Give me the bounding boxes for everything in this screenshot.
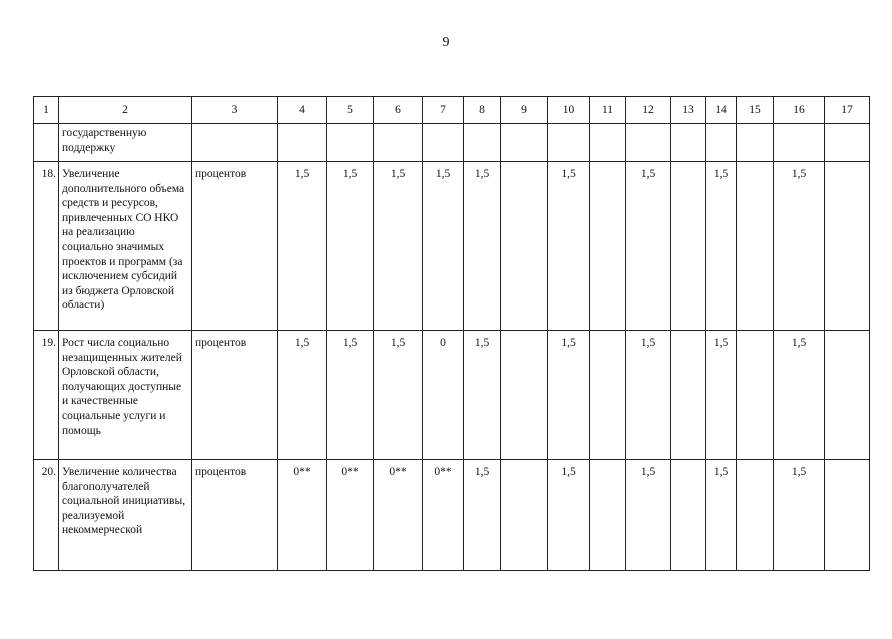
value-cell [825,124,870,162]
value-cell: 0** [423,460,464,571]
column-header: 14 [706,97,737,124]
row-number-cell: 20. [34,460,59,571]
table-row [34,460,870,571]
column-header: 1 [34,97,59,124]
column-header: 17 [825,97,870,124]
value-cell [501,331,548,460]
value-cell [671,460,706,571]
value-cell [706,124,737,162]
column-header: 11 [590,97,626,124]
value-cell [374,124,423,162]
value-cell: 1,5 [548,162,590,331]
column-header: 8 [464,97,501,124]
value-cell [327,124,374,162]
value-cell [590,162,626,331]
value-cell: 1,5 [374,331,423,460]
value-cell: 1,5 [706,460,737,571]
value-cell [501,460,548,571]
table-row [34,331,870,460]
value-cell: 1,5 [327,162,374,331]
column-header: 6 [374,97,423,124]
value-cell: 0** [374,460,423,571]
page-number: 9 [442,35,450,50]
header-row [34,97,870,124]
value-cell: 1,5 [423,162,464,331]
column-header: 15 [737,97,774,124]
value-cell [501,124,548,162]
value-cell [737,124,774,162]
value-cell: 1,5 [706,162,737,331]
value-cell: 1,5 [774,162,825,331]
value-cell [501,162,548,331]
column-header: 3 [192,97,278,124]
value-cell: 0** [278,460,327,571]
value-cell: 1,5 [548,331,590,460]
value-cell [671,331,706,460]
value-cell [590,460,626,571]
indicator-name-cell: государственную поддержку [59,124,192,162]
value-cell [825,331,870,460]
unit-cell: процентов [192,162,278,331]
value-cell [590,331,626,460]
indicator-name-cell: Увеличение количества благополучателей социальной инициативы, реализуемой некоммерческой [59,460,192,571]
value-cell: 1,5 [327,331,374,460]
value-cell: 1,5 [548,460,590,571]
value-cell [737,331,774,460]
value-cell [737,460,774,571]
value-cell [278,124,327,162]
value-cell: 1,5 [626,162,671,331]
column-header: 10 [548,97,590,124]
value-cell: 0 [423,331,464,460]
value-cell: 1,5 [464,331,501,460]
value-cell: 1,5 [374,162,423,331]
value-cell: 1,5 [278,331,327,460]
unit-cell: процентов [192,331,278,460]
row-number-cell: 18. [34,162,59,331]
unit-cell: процентов [192,460,278,571]
column-header: 5 [327,97,374,124]
value-cell [737,162,774,331]
value-cell: 1,5 [774,460,825,571]
indicator-name-cell: Рост числа социально незащищенных жителей Орловской области, получающих доступные и качественные социальные услуги и помощь [59,331,192,460]
value-cell [423,124,464,162]
value-cell [825,162,870,331]
column-header: 7 [423,97,464,124]
value-cell [671,162,706,331]
value-cell: 1,5 [626,460,671,571]
value-cell: 1,5 [706,331,737,460]
value-cell [774,124,825,162]
unit-cell [192,124,278,162]
value-cell: 0** [327,460,374,571]
continuation-row [34,124,870,162]
column-header: 4 [278,97,327,124]
value-cell: 1,5 [464,460,501,571]
value-cell: 1,5 [626,331,671,460]
value-cell: 1,5 [464,162,501,331]
column-header: 9 [501,97,548,124]
value-cell [626,124,671,162]
value-cell [671,124,706,162]
value-cell [590,124,626,162]
value-cell [548,124,590,162]
column-header: 16 [774,97,825,124]
indicators-table [33,96,870,571]
value-cell [464,124,501,162]
value-cell: 1,5 [278,162,327,331]
column-header: 2 [59,97,192,124]
value-cell: 1,5 [774,331,825,460]
row-number-cell [34,124,59,162]
row-number-cell: 19. [34,331,59,460]
column-header: 13 [671,97,706,124]
indicator-name-cell: Увеличение дополнительного объема средств и ресурсов, привлеченных СО НКО на реализацию социально значимых проектов и программ (за исключением субсидий из бюджета Орловской области) [59,162,192,331]
value-cell [825,460,870,571]
table-row [34,162,870,331]
column-header: 12 [626,97,671,124]
